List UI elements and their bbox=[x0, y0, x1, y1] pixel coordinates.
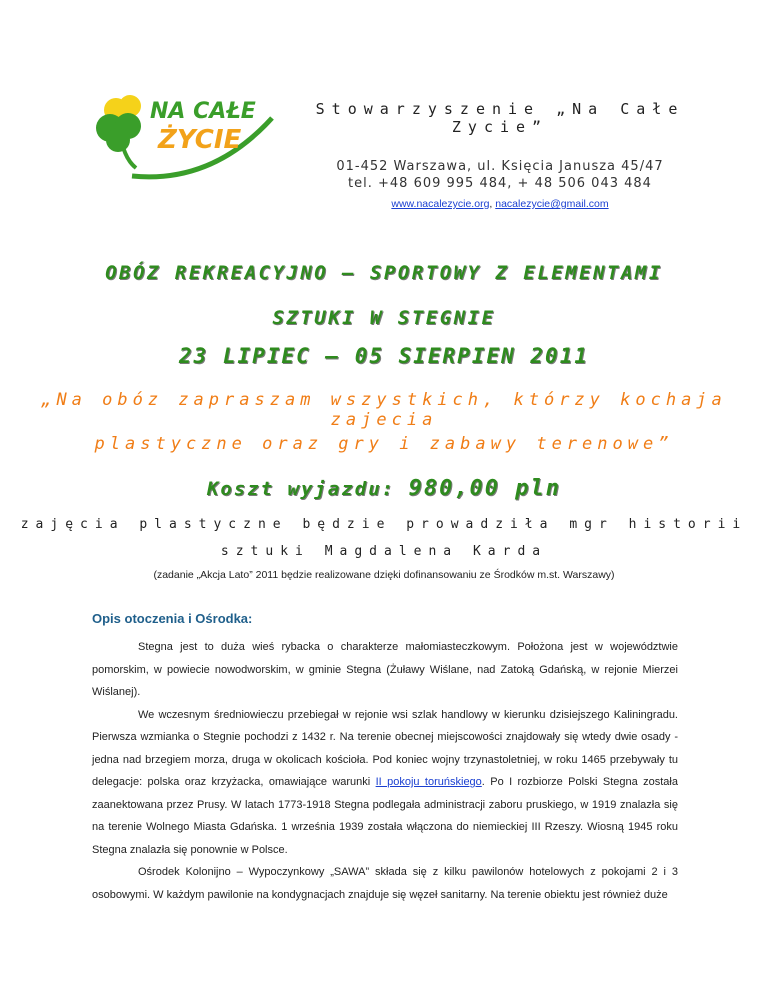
email-link[interactable]: nacalezycie@gmail.com bbox=[495, 198, 609, 210]
trip-cost bbox=[0, 476, 768, 501]
teacher-line2: sztuki Magdalena Karda bbox=[220, 544, 548, 559]
contact-links bbox=[300, 198, 700, 210]
section-content bbox=[92, 636, 678, 906]
organization-logo bbox=[92, 88, 292, 188]
paragraph-2-text-b: . Po I rozbiorze Polski Stegna została zaanektowana przez Prusy. W latach 1773-1918 Stegna podlegała administracji zaboru pruskiego, w 1919 znalazła się na terenie Wolnego Miasta Gdańska. 1 września 1939 została włączona do niemieckiej III Rzeszy. Wiosną 1945 roku Stegna znalazła się ponownie w Polsce. bbox=[92, 776, 678, 856]
teacher-line1: zajęcia plastyczne będzie prowadziła mgr historii bbox=[20, 517, 748, 532]
invitation-quote-line1: „Na obóz zapraszam wszystkich, którzy kochaja zajecia bbox=[41, 390, 727, 430]
paragraph-1: Stegna jest to duża wieś rybacka o charakterze małomiasteczkowym. Położona jest w województwie pomorskim, w powiecie nowodworskim, w gminie Stegna (Żuławy Wiślane, nad Zatoką Gdańską, w rejonie Mierzei Wiślanej). bbox=[92, 641, 678, 698]
cost-amount: 980,00 pln bbox=[408, 476, 562, 501]
organization-name: Stowarzyszenie „Na Całe Zycie” bbox=[315, 100, 685, 136]
paragraph-2 bbox=[92, 704, 678, 862]
phone-line: tel. +48 609 995 484, + 48 506 043 484 bbox=[348, 176, 652, 191]
organization-address bbox=[300, 158, 700, 192]
website-link[interactable]: www.nacalezycie.org bbox=[391, 198, 490, 210]
cost-label: Koszt wyjazdu: bbox=[206, 478, 396, 500]
funding-note: (zadanie „Akcja Lato” 2011 będzie realizowane dzięki dofinansowaniu ze Środków m.st. Warszawy) bbox=[153, 569, 615, 581]
section-heading: Opis otoczenia i Ośrodka: bbox=[92, 611, 253, 626]
logo-text-line2: ŻYCIE bbox=[158, 125, 242, 155]
toruń-peace-link[interactable]: II pokoju toruńskiego bbox=[375, 776, 482, 788]
letterhead bbox=[300, 100, 700, 210]
camp-title-line2: SZTUKI W STEGNIE bbox=[272, 307, 496, 329]
link-separator: , bbox=[489, 198, 496, 210]
camp-dates: 23 LIPIEC – 05 SIERPIEN 2011 bbox=[178, 344, 589, 368]
logo-text-line1: NA CAŁE bbox=[150, 99, 256, 124]
invitation-quote-line2: plastyczne oraz gry i zabawy terenowe” bbox=[94, 434, 674, 454]
clover-icon bbox=[92, 88, 292, 188]
paragraph-3: Ośrodek Kolonijno – Wypoczynkowy „SAWA” składa się z kilku pawilonów hotelowych z pokojami 2 i 3 osobowymi. W każdym pawilonie na kondygnacjach znajduje się węzeł sanitarny. Na terenie obiektu jest również duże bbox=[92, 866, 678, 901]
camp-title-line1: OBÓZ REKREACYJNO – SPORTOWY Z ELEMENTAMI bbox=[105, 262, 663, 284]
paragraph-2-text-a: We wczesnym średniowieczu przebiegał w rejonie wsi szlak handlowy w kierunku dzisiejszego Kaliningradu. Pierwsza wzmianka o Stegnie pochodzi z 1432 r. Na terenie obecnej miejscowości znajdowały się wtedy dwie osady - jedna nad brzegiem morza, druga w okolicach kościoła. Pod koniec wojny trzynastoletniej, w roku 1465 przebywały tu delegacje: polska oraz krzyżacka, omawiające warunki bbox=[92, 708, 678, 788]
address-line: 01-452 Warszawa, ul. Księcia Janusza 45/47 bbox=[336, 159, 664, 174]
